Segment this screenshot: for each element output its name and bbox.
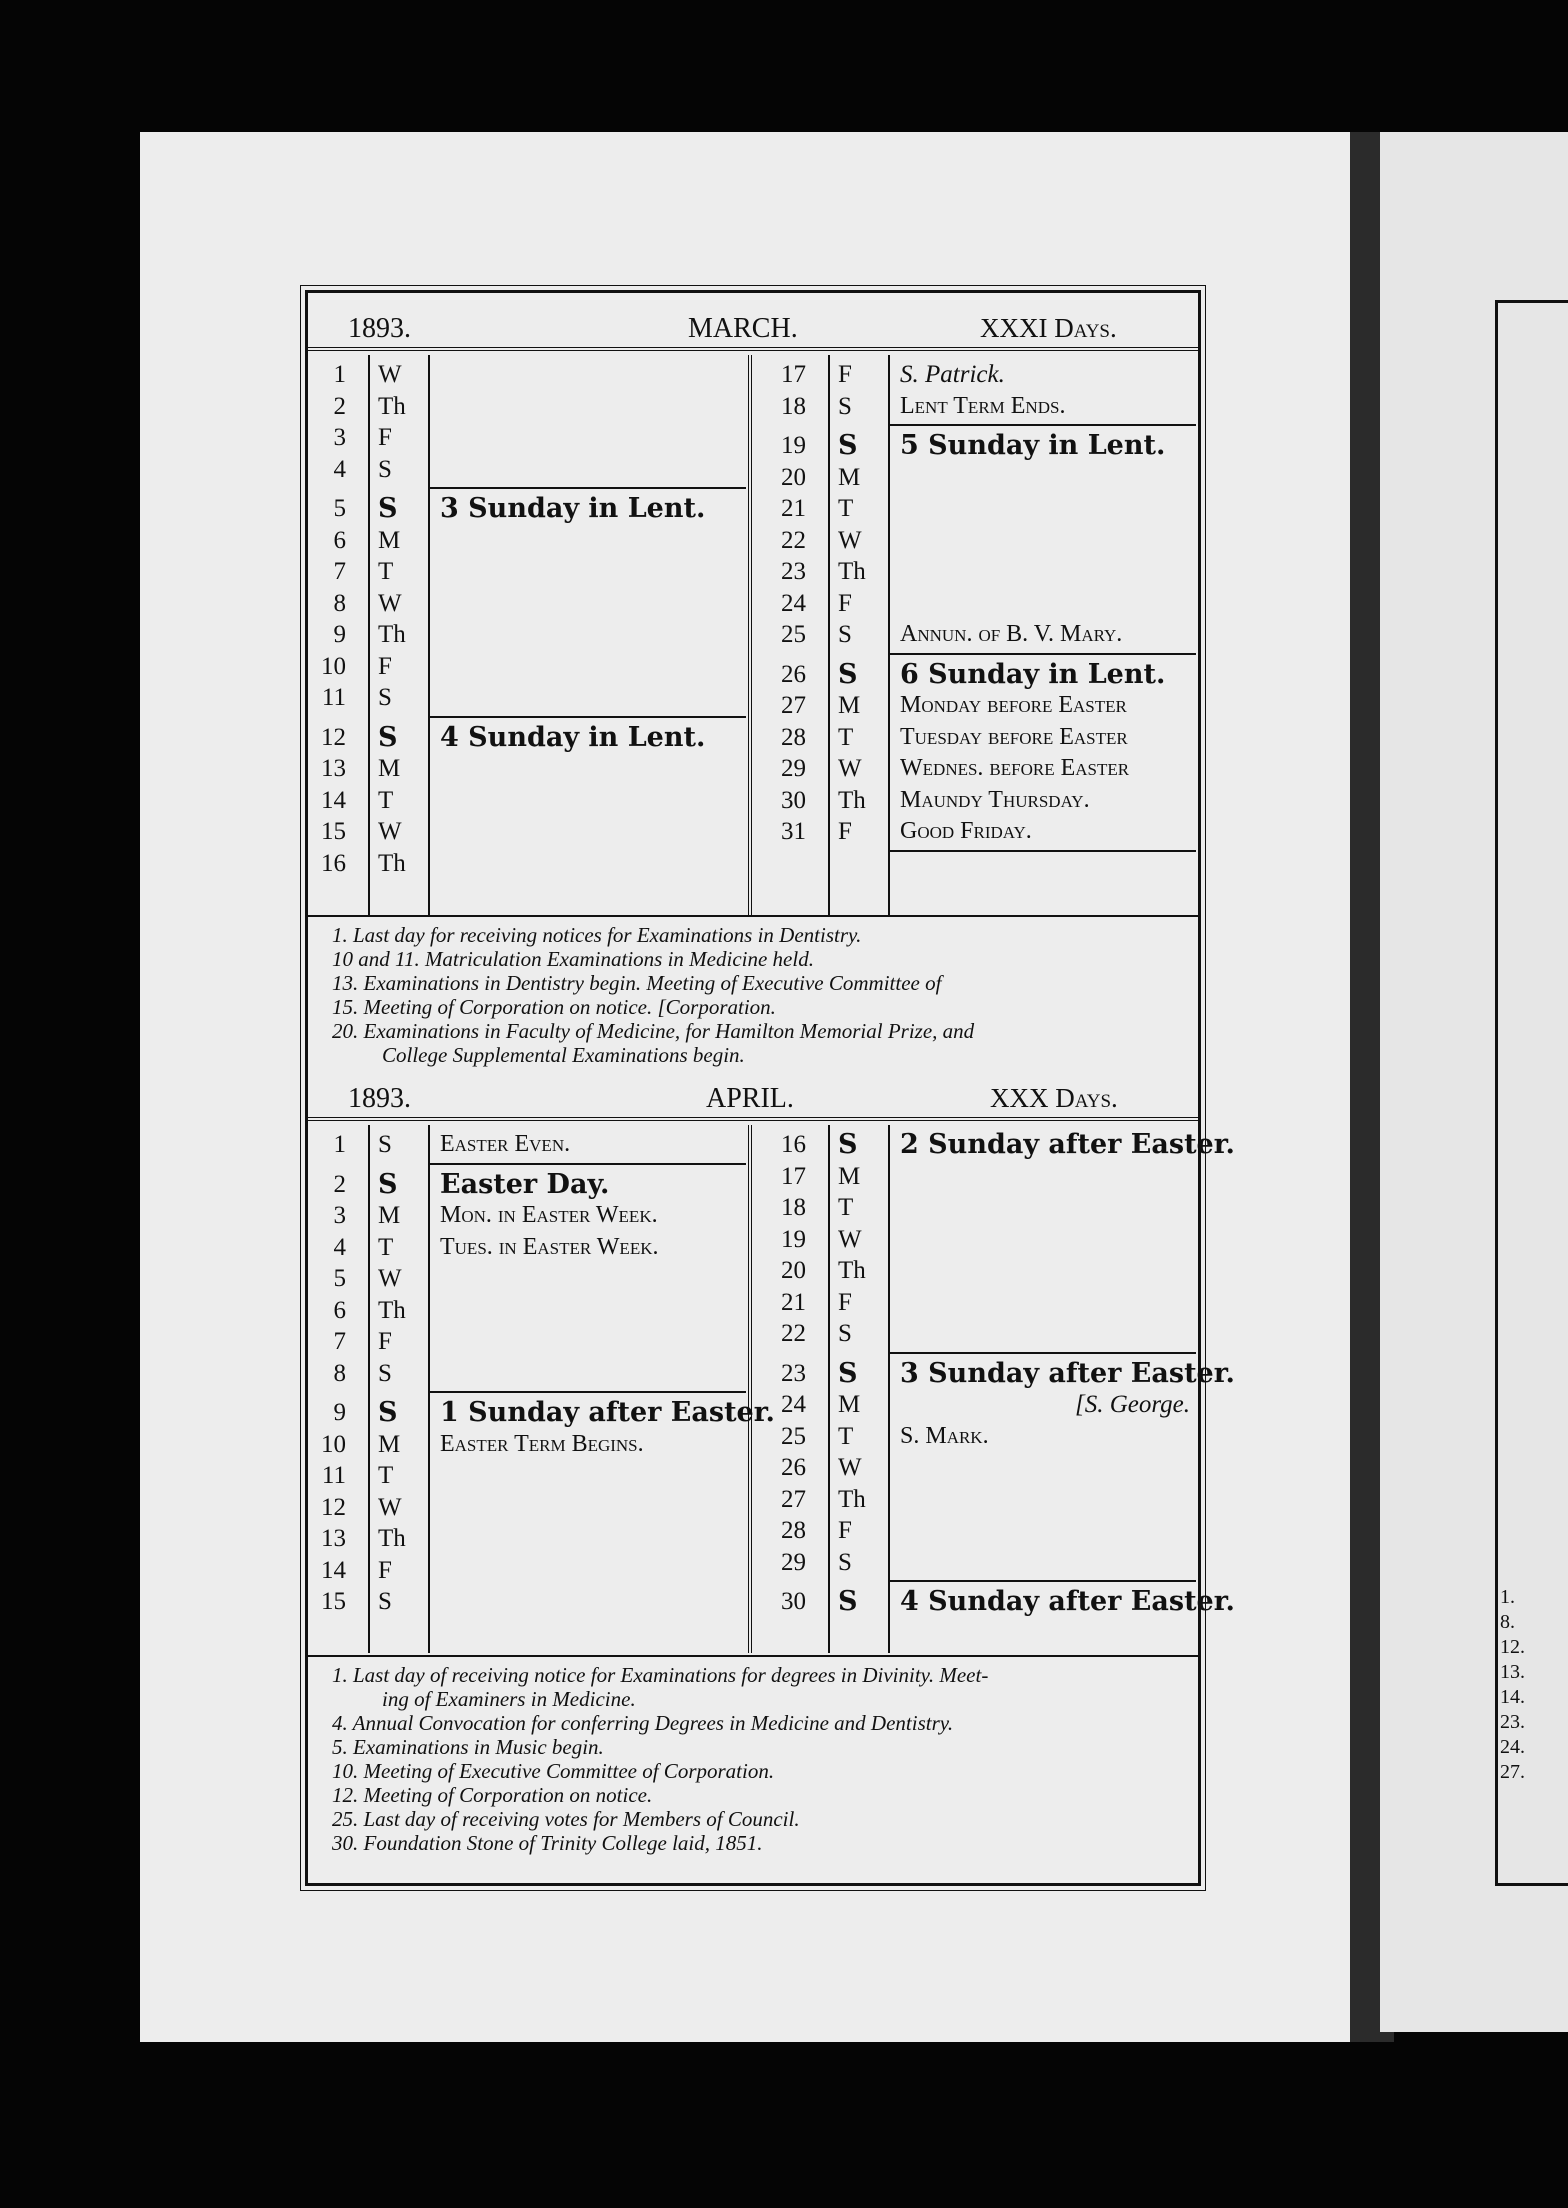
weekday-letter: S [378, 1397, 398, 1428]
weekday-letter: F [838, 1288, 852, 1316]
day-number: 8 [333, 589, 346, 617]
april-note: 1. Last day of receiving notice for Examinations for degrees in Divinity. Meet- [332, 1663, 989, 1687]
weekday-letter: S [838, 1586, 858, 1617]
day-number: 23 [781, 1359, 806, 1387]
day-event: [S. George. [1075, 1391, 1191, 1418]
weekday-letter: W [378, 1265, 402, 1292]
day-number: 26 [781, 1454, 806, 1481]
weekday-letter: Th [838, 558, 866, 585]
weekday-letter: S [838, 430, 858, 461]
april-note: 25. Last day of receiving votes for Members of Council. [332, 1807, 800, 1831]
day-number: 11 [321, 684, 346, 711]
march-header [308, 311, 1198, 345]
weekday-letter: W [838, 1225, 862, 1253]
april-note: 4. Annual Convocation for conferring Degrees in Medicine and Dentistry. [332, 1711, 954, 1735]
day-number: 6 [333, 526, 346, 554]
weekday-letter: W [838, 526, 862, 554]
day-number: 3 [333, 424, 346, 451]
weekday-letter: W [378, 818, 402, 845]
weekday-letter: W [378, 1493, 402, 1521]
day-number: 31 [781, 818, 806, 845]
weekday-letter: M [838, 692, 861, 719]
day-number: 29 [781, 1548, 806, 1576]
day-event: Easter Even. [440, 1131, 571, 1157]
day-number: 27 [781, 692, 806, 719]
weekday-letter: F [378, 652, 392, 680]
weekday-letter: S [838, 1548, 852, 1576]
weekday-letter: Th [378, 621, 406, 648]
march-note: 13. Examinations in Dentistry begin. Meeting of Executive Committee of [332, 971, 942, 995]
day-number: 13 [321, 755, 346, 782]
day-number: 21 [781, 495, 806, 522]
weekday-letter: F [838, 589, 852, 617]
weekday-letter: F [378, 1328, 392, 1355]
april-note: ing of Examiners in Medicine. [382, 1687, 636, 1711]
day-number: 12 [321, 1493, 346, 1521]
day-event: Good Friday. [900, 818, 1032, 844]
weekday-letter: S [838, 658, 858, 690]
fragment-number: 24. [1500, 1736, 1525, 1758]
april-month: APRIL. [706, 1083, 794, 1114]
weekday-letter: W [838, 1454, 862, 1481]
day-number: 1 [333, 361, 346, 388]
week-separator [430, 716, 746, 718]
day-number: 16 [781, 1131, 806, 1158]
weekday-letter: M [838, 463, 861, 491]
weekday-letter: F [838, 818, 852, 845]
march-note: 10 and 11. Matriculation Examinations in Medicine held. [332, 947, 814, 971]
day-number: 11 [321, 1462, 346, 1489]
april-table [308, 1125, 1235, 1653]
weekday-letter: M [378, 1430, 401, 1458]
april-note: 10. Meeting of Executive Committee of Corporation. [332, 1759, 775, 1783]
april-notes [332, 1663, 1192, 1855]
day-event: Tuesday before Easter [900, 723, 1128, 750]
weekday-letter: Th [838, 1485, 866, 1513]
weekday-letter: M [378, 1202, 401, 1229]
week-separator [890, 1580, 1196, 1582]
weekday-letter: S [838, 1320, 852, 1347]
day-number: 19 [781, 1225, 806, 1253]
day-number: 5 [333, 495, 346, 522]
weekday-letter: Th [378, 849, 406, 877]
day-number: 9 [333, 1399, 346, 1426]
fragment-number: 1. [1500, 1586, 1515, 1608]
day-number: 18 [781, 392, 806, 420]
day-number: 19 [781, 432, 806, 459]
march-notes [332, 923, 1192, 1067]
day-number: 16 [321, 849, 346, 877]
day-number: 1 [333, 1131, 346, 1158]
day-number: 24 [781, 1391, 806, 1418]
day-number: 22 [781, 1320, 806, 1347]
weekday-letter: T [838, 1422, 854, 1450]
weekday-letter: Th [378, 1296, 406, 1324]
weekday-letter: S [378, 455, 392, 483]
day-event: 2 Sunday after Easter. [900, 1129, 1235, 1160]
day-event: Monday before Easter [900, 692, 1127, 718]
april-year: 1893. [348, 1083, 411, 1114]
day-number: 4 [333, 1233, 346, 1261]
day-number: 28 [781, 1517, 806, 1544]
day-number: 29 [781, 755, 806, 782]
day-number: 2 [333, 392, 346, 420]
weekday-letter: T [838, 723, 854, 751]
fragment-number: 23. [1500, 1711, 1525, 1733]
weekday-letter: T [378, 558, 394, 585]
next-page-note-numbers [1500, 1585, 1525, 1785]
day-number: 4 [333, 455, 346, 483]
day-number: 24 [781, 589, 806, 617]
day-event: Easter Term Begins. [440, 1430, 644, 1457]
day-number: 8 [333, 1359, 346, 1387]
weekday-letter: S [378, 493, 398, 524]
day-number: 10 [321, 1430, 346, 1458]
april-header [308, 1081, 1198, 1115]
day-number: 15 [321, 818, 346, 845]
day-number: 25 [781, 621, 806, 648]
day-number: 7 [333, 1328, 346, 1355]
weekday-letter: M [378, 755, 401, 782]
weekday-letter: F [838, 1517, 852, 1544]
weekday-letter: S [378, 721, 398, 753]
day-number: 12 [321, 723, 346, 751]
day-number: 22 [781, 526, 806, 554]
day-number: 2 [333, 1170, 346, 1198]
weekday-letter: S [838, 392, 852, 420]
weekday-letter: M [838, 1391, 861, 1418]
weekday-letter: F [378, 1556, 392, 1584]
day-number: 17 [781, 1162, 806, 1190]
weekday-letter: F [838, 361, 852, 388]
day-event: 5 Sunday in Lent. [900, 430, 1166, 461]
april-note: 30. Foundation Stone of Trinity College laid, 1851. [332, 1831, 763, 1855]
fragment-number: 13. [1500, 1661, 1525, 1683]
day-number: 18 [781, 1194, 806, 1221]
fragment-number: 12. [1500, 1636, 1525, 1658]
day-number: 30 [781, 1588, 806, 1615]
day-number: 6 [333, 1296, 346, 1324]
day-number: 25 [781, 1422, 806, 1450]
day-event: S. Patrick. [900, 361, 1005, 388]
weekday-letter: S [838, 1357, 858, 1389]
day-event: Annun. of B. V. Mary. [900, 621, 1123, 647]
day-number: 3 [333, 1202, 346, 1229]
day-event: 6 Sunday in Lent. [900, 658, 1166, 690]
week-separator [890, 1352, 1196, 1354]
weekday-letter: W [838, 755, 862, 782]
week-separator [890, 424, 1196, 426]
day-number: 5 [333, 1265, 346, 1292]
day-event: 4 Sunday after Easter. [900, 1586, 1235, 1617]
week-separator [890, 653, 1196, 655]
weekday-letter: T [838, 1194, 854, 1221]
weekday-letter: Th [838, 1257, 866, 1284]
weekday-letter: S [838, 621, 852, 648]
week-separator [430, 487, 746, 489]
day-number: 27 [781, 1485, 806, 1513]
week-separator [890, 850, 1196, 852]
fragment-number: 27. [1500, 1761, 1525, 1783]
day-number: 30 [781, 786, 806, 814]
march-month: MARCH. [688, 313, 798, 344]
day-number: 7 [333, 558, 346, 585]
march-note: College Supplemental Examinations begin. [382, 1043, 745, 1067]
fragment-number: 8. [1500, 1611, 1515, 1633]
day-number: 14 [321, 786, 346, 814]
march-note: 1. Last day for receiving notices for Examinations in Dentistry. [332, 923, 862, 947]
weekday-letter: S [378, 1359, 392, 1387]
day-event: S. Mark. [900, 1422, 989, 1449]
week-separator [430, 1163, 746, 1165]
day-number: 23 [781, 558, 806, 585]
weekday-letter: T [378, 1462, 394, 1489]
day-event: Easter Day. [440, 1168, 610, 1200]
day-number: 13 [321, 1525, 346, 1552]
day-number: 20 [781, 463, 806, 491]
day-event: 3 Sunday in Lent. [440, 493, 706, 524]
day-event: 1 Sunday after Easter. [440, 1397, 775, 1428]
day-event: Lent Term Ends. [900, 392, 1066, 419]
weekday-letter: T [378, 1233, 394, 1261]
weekday-letter: M [378, 526, 401, 554]
weekday-letter: S [378, 1588, 392, 1615]
weekday-letter: T [838, 495, 854, 522]
day-number: 15 [321, 1588, 346, 1615]
day-number: 21 [781, 1288, 806, 1316]
weekday-letter: S [378, 1131, 392, 1158]
day-event: Maundy Thursday. [900, 786, 1090, 813]
april-days: XXX Days. [990, 1083, 1118, 1113]
weekday-letter: Th [838, 786, 866, 814]
march-year: 1893. [348, 313, 411, 344]
weekday-letter: Th [378, 1525, 406, 1552]
day-number: 28 [781, 723, 806, 751]
day-event: Wednes. before Easter [900, 755, 1130, 781]
day-event: 3 Sunday after Easter. [900, 1357, 1235, 1389]
day-event: 4 Sunday in Lent. [440, 721, 706, 753]
calendar-frame [305, 290, 1235, 1886]
march-note: 20. Examinations in Faculty of Medicine, for Hamilton Memorial Prize, and [332, 1019, 975, 1043]
march-table [308, 355, 1198, 915]
weekday-letter: W [378, 361, 402, 388]
day-number: 17 [781, 361, 806, 388]
day-number: 10 [321, 652, 346, 680]
weekday-letter: T [378, 786, 394, 814]
march-days: XXXI Days. [980, 313, 1117, 343]
day-number: 14 [321, 1556, 346, 1584]
march-note: 15. Meeting of Corporation on notice. [Corporation. [332, 995, 776, 1019]
fragment-number: 14. [1500, 1686, 1525, 1708]
weekday-letter: S [378, 1168, 398, 1200]
weekday-letter: M [838, 1162, 861, 1190]
day-event: Mon. in Easter Week. [440, 1202, 658, 1228]
weekday-letter: W [378, 589, 402, 617]
weekday-letter: S [378, 684, 392, 711]
weekday-letter: S [838, 1129, 858, 1160]
day-number: 9 [333, 621, 346, 648]
weekday-letter: Th [378, 392, 406, 420]
april-note: 12. Meeting of Corporation on notice. [332, 1783, 653, 1807]
day-event: Tues. in Easter Week. [440, 1233, 659, 1260]
april-note: 5. Examinations in Music begin. [332, 1735, 604, 1759]
day-number: 20 [781, 1257, 806, 1284]
weekday-letter: F [378, 424, 392, 451]
week-separator [430, 1391, 746, 1393]
day-number: 26 [781, 660, 806, 688]
